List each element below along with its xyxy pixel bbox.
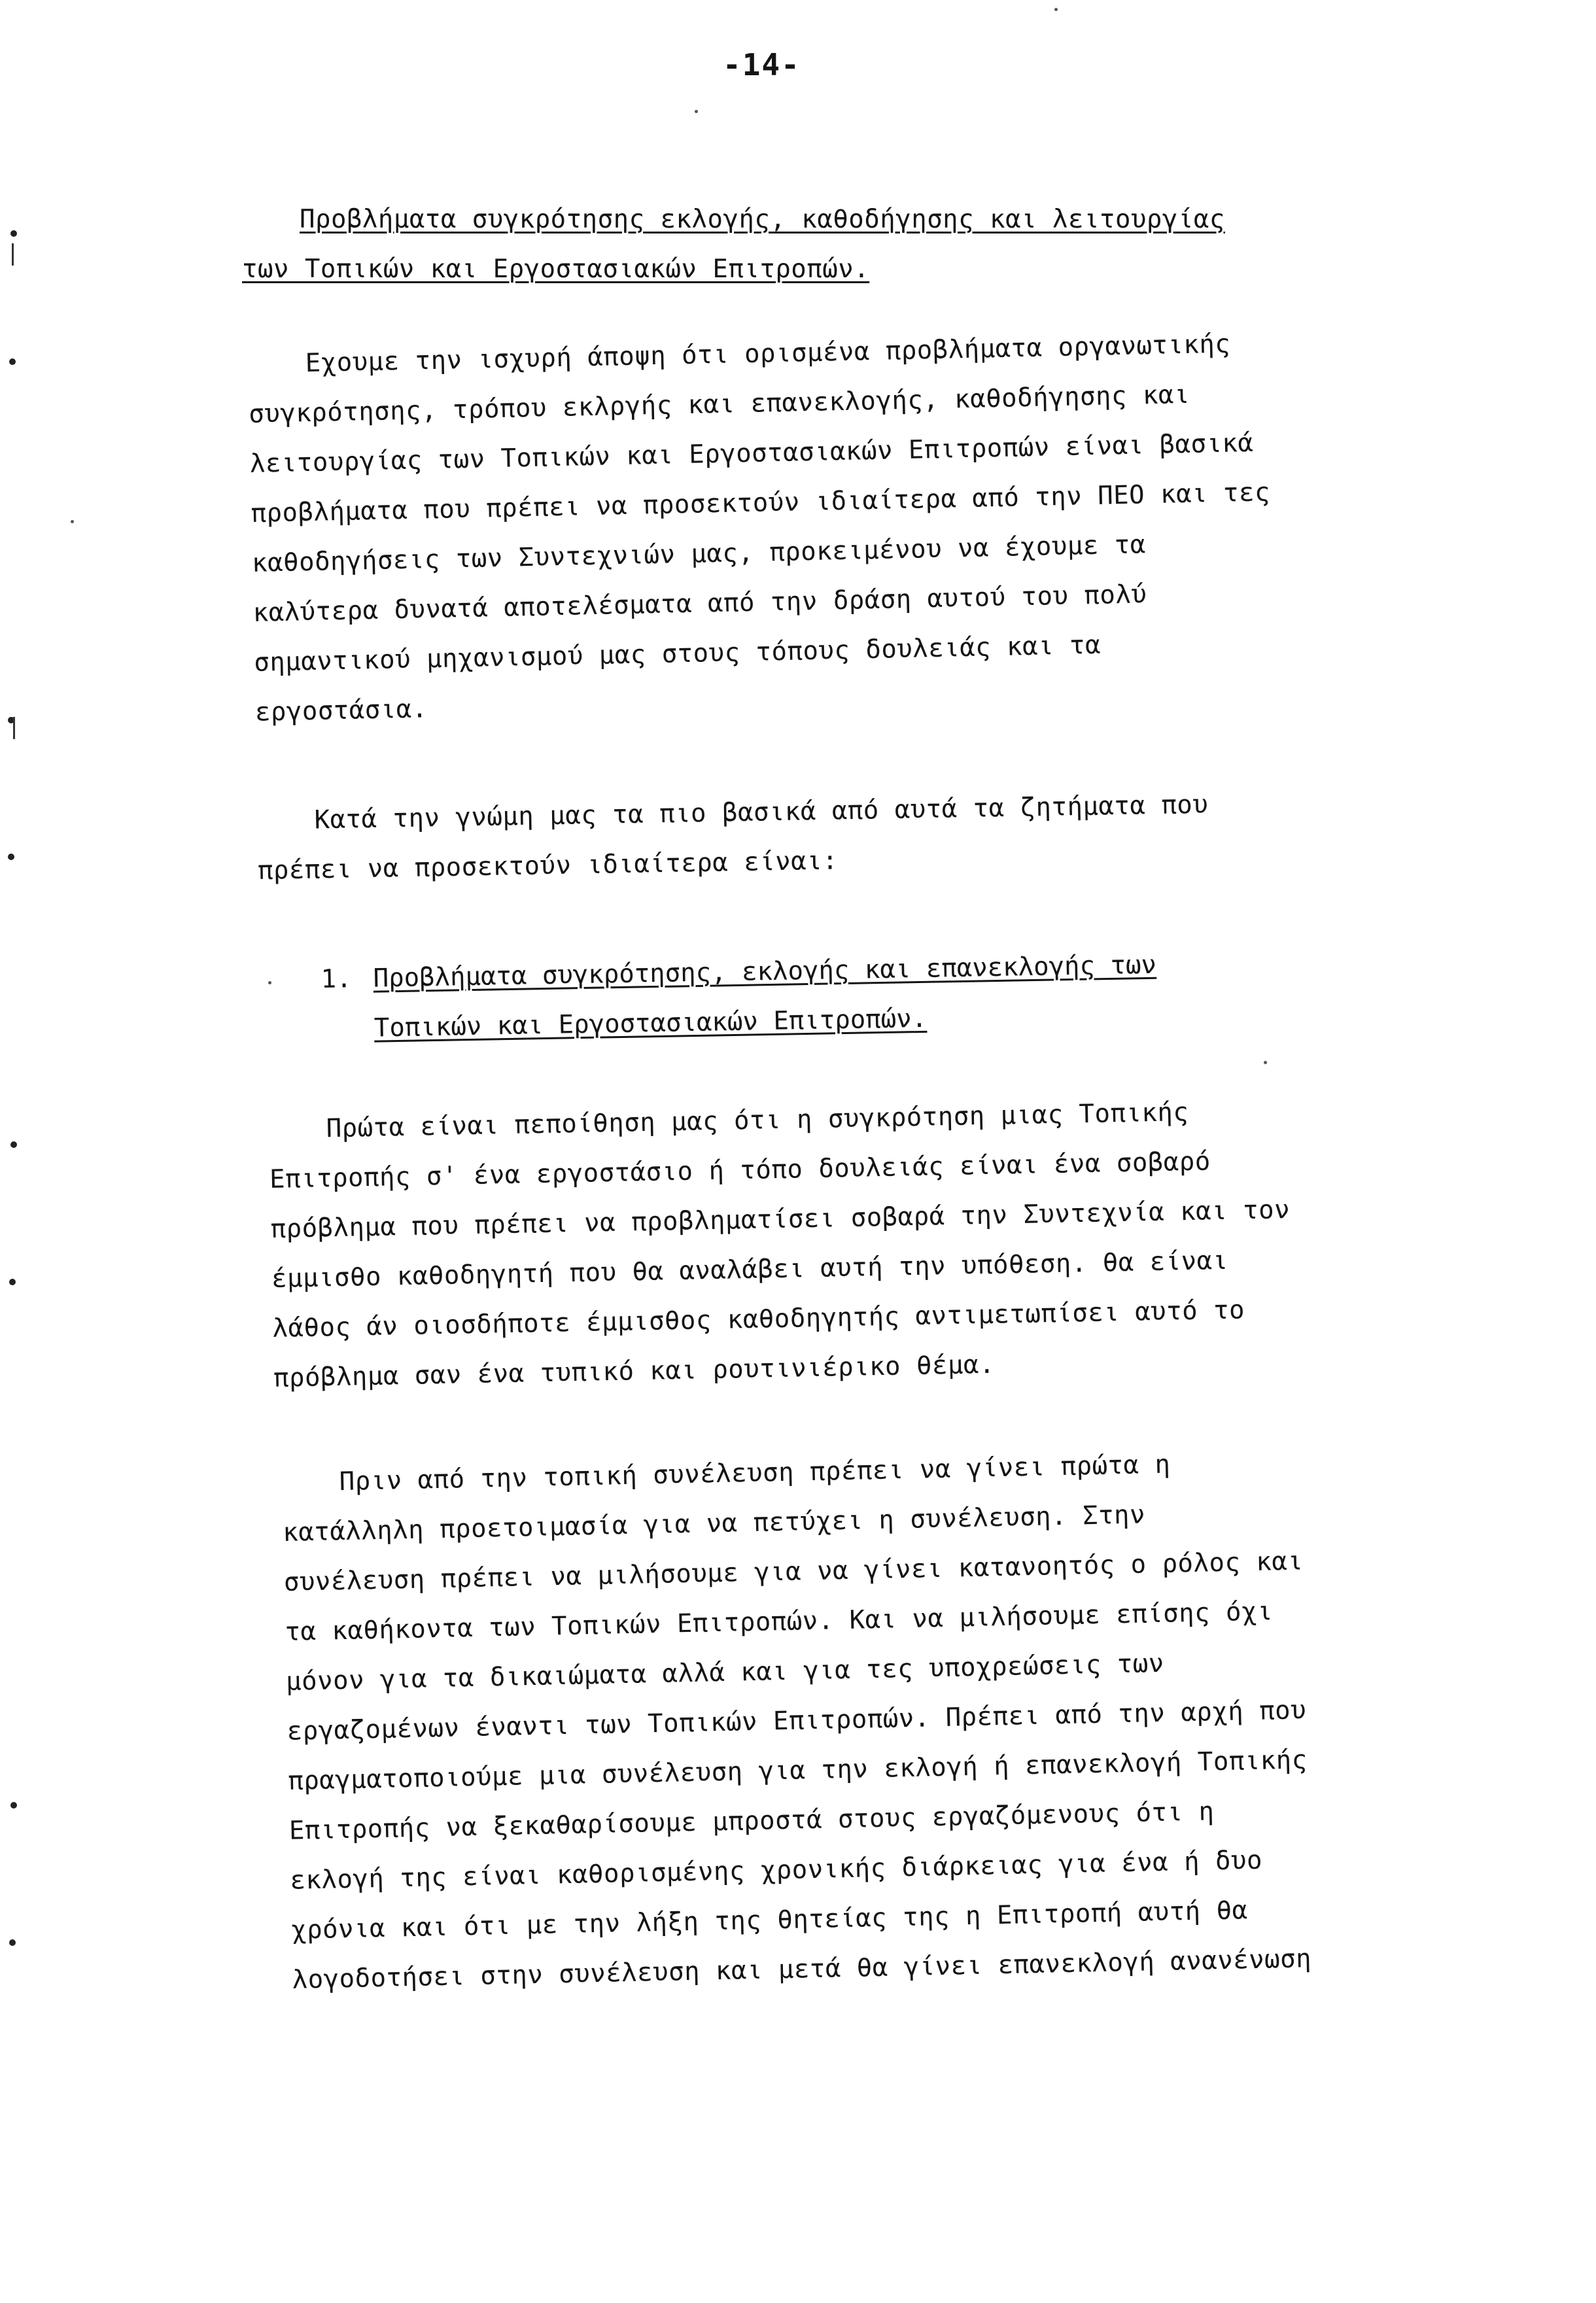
text-line: Κατά την γνώμη μας τα πιο βασικά από αυτά τα ζητήματα που (314, 789, 1209, 835)
text-line: προβλήματα που πρέπει να προσεκτούν ιδιαίτερα από την ΠΕΟ και τες (251, 477, 1271, 528)
text-line: πρόβλημα που πρέπει να προβληματίσει σοβαρά την Συντεχνία και τον (270, 1195, 1291, 1244)
section-heading-line-1: Προβλήματα συγκρότησης εκλογής, καθοδήγησης και λειτουργίας (300, 205, 1225, 234)
list-item-heading (373, 941, 1158, 1054)
text-line: λάθος άν οιοσδήποτε έμμισθος καθοδηγητής αντιμετωπίσει αυτό το (272, 1295, 1245, 1343)
margin-mark (10, 1802, 17, 1809)
paragraph-4 (281, 1437, 1312, 2005)
text-line: λογοδοτήσει στην συνέλευση και μετά θα γίνει επανεκλογή ανανένωση (292, 1944, 1312, 1995)
text-line: πραγματοποιούμε μια συνέλευση για την εκλογή ή επανεκλογή Τοπικής (287, 1745, 1308, 1796)
text-line: εργοστάσια. (254, 694, 428, 727)
list-item-heading-line-1: Προβλήματα συγκρότησης, εκλογής και επανεκλογής των (373, 950, 1157, 994)
text-line: Επιτροπής να ξεκαθαρίσουμε μπροστά στους εργαζόμενους ότι η (288, 1797, 1215, 1846)
text-line: τα καθήκοντα των Τοπικών Επιτροπών. Και να μιλήσουμε επίσης όχι (285, 1597, 1274, 1647)
section-heading-line-2: των Τοπικών και Εργοστασιακών Επιτροπών. (242, 254, 870, 284)
text-line: συγκρότησης, τρόπου εκλργής και επανεκλογής, καθοδήγησης και (248, 379, 1190, 429)
list-item-heading-line-2: Τοπικών και Εργοστασιακών Επιτροπών. (373, 1003, 928, 1043)
text-line: λειτουργίας των Τοπικών και Εργοστασιακών Επιτροπών είναι βασικά (249, 428, 1254, 479)
paragraph-1 (247, 319, 1275, 738)
text-line: πρέπει να προσεκτούν ιδιαίτερα είναι: (257, 846, 839, 886)
text-line: εκλογή της είναι καθορισμένης χρονικής διάρκειας για ένα ή δυο (290, 1845, 1263, 1896)
text-line: χρόνια και ότι με την λήξη της θητείας της η Επιτροπή αυτή θα (290, 1896, 1249, 1945)
text-line: καθοδηγήσεις των Συντεχνιών μας, προκειμένου να έχουμε τα (251, 530, 1147, 578)
page-number: -14- (723, 47, 801, 82)
text-line: Εχουμε την ισχυρή άποψη ότι ορισμένα προβλήματα οργανωτικής (305, 329, 1231, 379)
text-line: Πρώτα είναι πεποίθηση μας ότι η συγκρότηση μιας Τοπικής (326, 1097, 1189, 1144)
text-line: καλύτερα δυνατά αποτελέσματα από την δράση αυτού του πολύ (252, 580, 1147, 628)
text-line: κατάλληλη προετοιμασία για να πετύχει η συνέλευση. Στην (282, 1500, 1146, 1548)
margin-tick (12, 243, 14, 266)
text-line: έμμισθο καθοδηγητή που θα αναλάβει αυτή την υπόθεση. θα είναι (271, 1245, 1229, 1294)
text-line: συνέλευση πρέπει να μιλήσουμε για να γίνει κατανοητός ο ρόλος και (283, 1546, 1304, 1597)
margin-mark (8, 854, 14, 860)
text-line: Επιτροπής σ' ένα εργοστάσιο ή τόπο δουλειάς είναι ένα σοβαρό (269, 1147, 1211, 1194)
text-line: σημαντικού μηχανισμού μας στους τόπους δουλειάς και τα (253, 630, 1102, 678)
list-item-number: 1. (321, 964, 353, 994)
margin-speck (695, 110, 698, 113)
paragraph-3 (268, 1086, 1293, 1404)
margin-speck (1054, 8, 1058, 11)
text-line: Πριν από την τοπική συνέλευση πρέπει να γίνει πρώτα η (339, 1449, 1171, 1497)
text-line: μόνον για τα δικαιώματα αλλά και για τες υποχρεώσεις των (285, 1648, 1165, 1697)
margin-tick (13, 717, 15, 739)
margin-mark (9, 1939, 16, 1946)
margin-speck (268, 981, 271, 984)
margin-mark (9, 1279, 16, 1285)
margin-mark (10, 230, 17, 237)
paragraph-2 (256, 780, 1209, 896)
margin-mark (9, 358, 16, 365)
margin-speck (71, 520, 74, 523)
margin-mark (10, 1141, 17, 1148)
text-line: εργαζομένων έναντι των Τοπικών Επιτροπών. Πρέπει από την αρχή που (286, 1695, 1307, 1746)
margin-speck (1264, 1061, 1267, 1064)
section-heading (242, 195, 1225, 294)
text-line: πρόβλημα σαν ένα τυπικό και ρουτινιέρικο θέμα. (273, 1349, 996, 1393)
